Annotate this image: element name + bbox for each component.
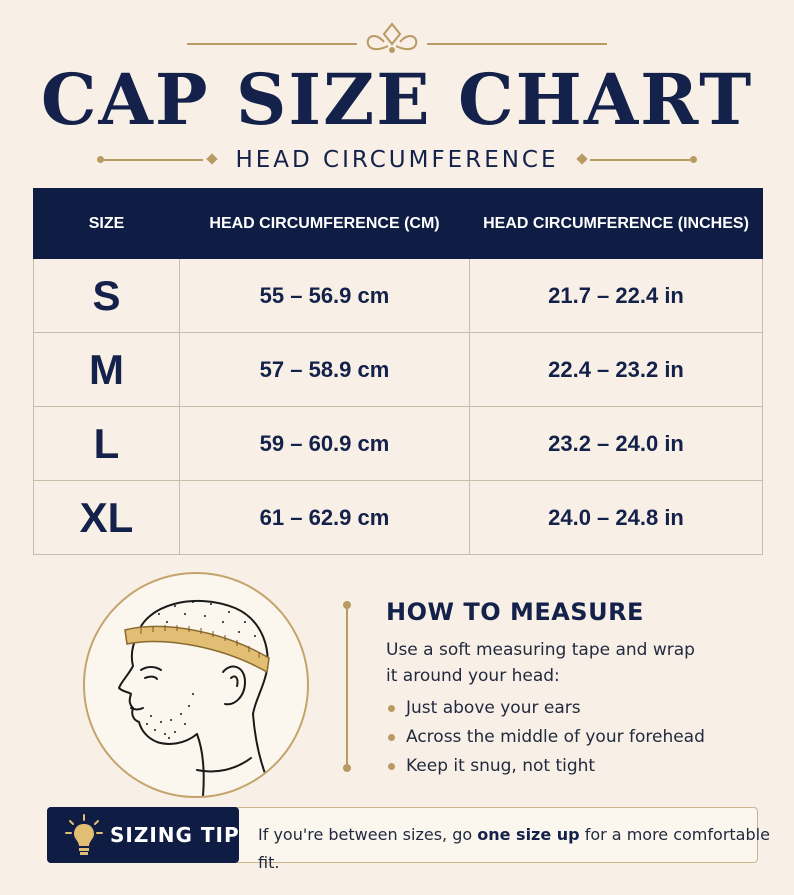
fleur-ornament-icon [362, 20, 422, 56]
list-item-text: Just above your ears [406, 698, 581, 718]
tip-text-emphasis: one size up [477, 825, 580, 844]
column-header-size: SIZE [34, 189, 180, 259]
list-item [386, 752, 705, 781]
sizing-tip-label: SIZING TIP [110, 823, 240, 847]
bullet-dot-icon [388, 734, 395, 741]
list-item [386, 723, 705, 752]
cm-cell: 61 – 62.9 cm [180, 481, 470, 555]
table-row [34, 333, 763, 407]
cm-cell: 59 – 60.9 cm [180, 407, 470, 481]
bullet-dot-icon [388, 705, 395, 712]
tip-text-part: for a more comfortable fit. [258, 825, 770, 872]
inches-cell: 24.0 – 24.8 in [470, 481, 763, 555]
how-to-measure-title: HOW TO MEASURE [386, 598, 644, 626]
subtitle-line-right [590, 159, 690, 161]
sizing-tip-text [258, 821, 794, 877]
list-item [386, 694, 705, 723]
column-header-inches: HEAD CIRCUMFERENCE (INCHES) [470, 189, 763, 259]
how-to-measure-intro: Use a soft measuring tape and wrap it around your head: [386, 640, 695, 686]
tip-text-part: If you're between sizes, go [258, 825, 478, 844]
table-row [34, 407, 763, 481]
table-row [34, 481, 763, 555]
column-header-cm: HEAD CIRCUMFERENCE (CM) [180, 189, 470, 259]
list-item-text: Keep it snug, not tight [406, 756, 596, 776]
inches-cell: 23.2 – 24.0 in [470, 407, 763, 481]
cm-cell: 57 – 58.9 cm [180, 333, 470, 407]
head-illustration [83, 572, 309, 798]
page-title: CAP SIZE CHART [40, 58, 754, 141]
measure-steps-list [386, 694, 705, 781]
size-table [33, 188, 763, 555]
list-item-text: Across the middle of your forehead [406, 727, 705, 747]
bullet-dot-icon [388, 763, 395, 770]
ornament-line-right [427, 43, 607, 45]
table-header-row [34, 189, 763, 259]
size-cell: S [34, 259, 180, 333]
size-cell: XL [34, 481, 180, 555]
divider-dot-bottom [343, 764, 351, 772]
ornament-line-left [187, 43, 357, 45]
inches-cell: 21.7 – 22.4 in [470, 259, 763, 333]
vertical-divider [346, 605, 348, 768]
size-cell: L [34, 407, 180, 481]
lightbulb-icon [64, 813, 104, 857]
inches-cell: 22.4 – 23.2 in [470, 333, 763, 407]
cm-cell: 55 – 56.9 cm [180, 259, 470, 333]
head-with-measuring-tape-icon [85, 574, 307, 796]
size-cell: M [34, 333, 180, 407]
page-subtitle: HEAD CIRCUMFERENCE [235, 147, 559, 173]
table-row [34, 259, 763, 333]
subtitle-dot-right [690, 156, 697, 163]
